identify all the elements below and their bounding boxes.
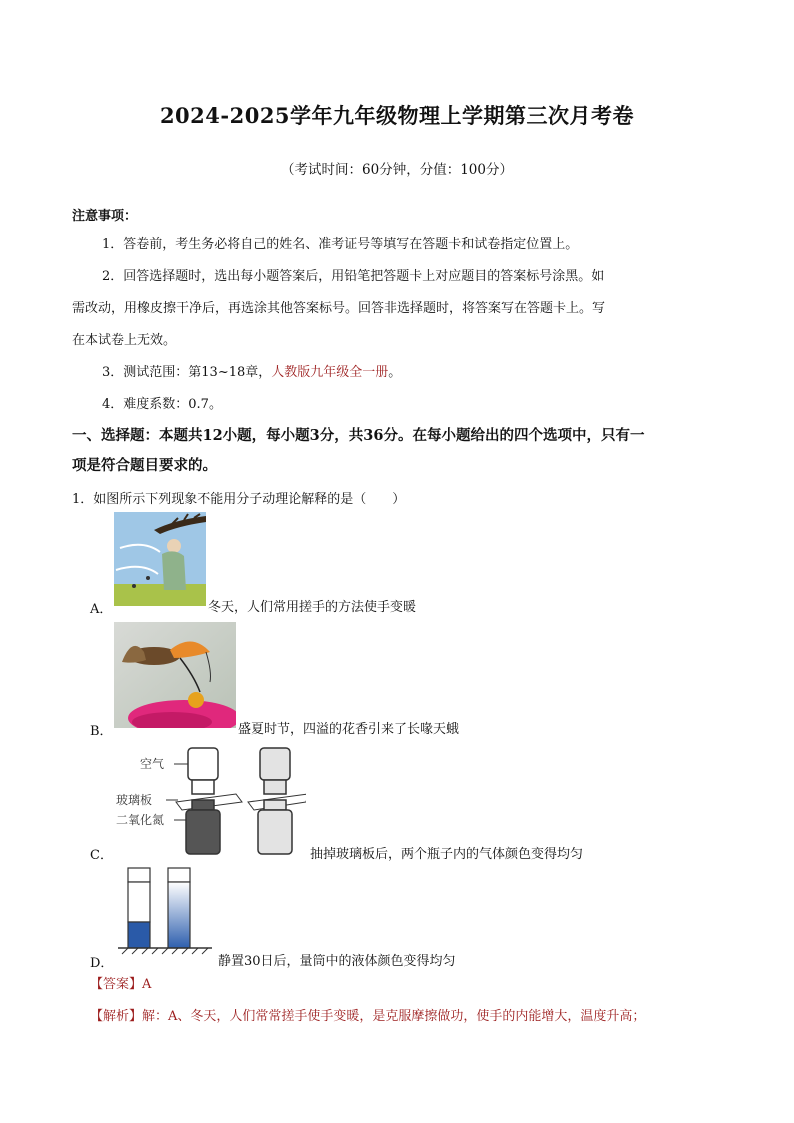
answer-label: 【答案】 <box>90 977 143 992</box>
exam-info: （考试时间：60分钟，分值：100分） <box>281 162 513 178</box>
option-b-text: 盛夏时节，四溢的花香引来了长喙天蛾 <box>238 722 460 737</box>
scope-prefix: 3．测试范围：第13~18章， <box>102 365 272 380</box>
option-d-letter: D． <box>90 956 114 971</box>
scope-suffix: 。 <box>388 365 402 380</box>
analysis-text: 解：A、冬天，人们常常搓手使手变暖，是克服摩擦做功，使手的内能增大，温度升高； <box>142 1009 646 1024</box>
label-glass-plate: 玻璃板 <box>116 793 153 807</box>
label-air: 空气 <box>140 757 165 771</box>
notice-item-4: 4．难度系数：0.7。 <box>102 397 222 412</box>
graduated-cylinders-diagram <box>114 866 214 956</box>
section-heading-line-2: 项是符合题目要求的。 <box>72 457 217 474</box>
winter-wind-image <box>114 512 206 606</box>
answer-value: A <box>142 977 152 992</box>
notice-item-3 <box>102 362 401 384</box>
answer-line <box>90 974 151 996</box>
option-b-letter: B． <box>90 724 113 739</box>
question-1-stem: 1．如图所示下列现象不能用分子动理论解释的是（ ） <box>72 492 406 507</box>
analysis-line <box>90 1006 645 1028</box>
option-c-text: 抽掉玻璃板后，两个瓶子内的气体颜色变得均匀 <box>310 847 584 862</box>
label-nitrogen-dioxide: 二氧化氮 <box>116 813 165 827</box>
scope-highlight: 人教版九年级全一册 <box>271 365 389 380</box>
analysis-label: 【解析】 <box>90 1009 143 1024</box>
gas-diffusion-diagram <box>110 744 306 860</box>
notice-item-2-line-1: 2．回答选择题时，选出每小题答案后，用铅笔把答题卡上对应题目的答案标号涂黑。如 <box>102 269 605 284</box>
notice-heading: 注意事项： <box>72 209 138 224</box>
hawk-moth-flower-image <box>114 622 236 728</box>
notice-item-2-line-3: 在本试卷上无效。 <box>72 333 177 348</box>
notice-item-2-line-2: 需改动，用橡皮擦干净后，再选涂其他答案标号。回答非选择题时，将答案写在答题卡上。写 <box>72 301 606 316</box>
option-d-text: 静置30日后，量筒中的液体颜色变得均匀 <box>218 954 456 969</box>
option-a-letter: A． <box>90 602 113 617</box>
option-a-text: 冬天，人们常用搓手的方法使手变暖 <box>208 600 417 615</box>
section-heading-line-1: 一、选择题：本题共12小题，每小题3分，共36分。在每小题给出的四个选项中，只有一 <box>72 427 645 444</box>
option-c-letter: C． <box>90 848 113 863</box>
page-title: 2024-2025学年九年级物理上学期第三次月考卷 <box>159 103 635 128</box>
notice-item-1: 1．答卷前，考生务必将自己的姓名、准考证号等填写在答题卡和试卷指定位置上。 <box>102 237 579 252</box>
